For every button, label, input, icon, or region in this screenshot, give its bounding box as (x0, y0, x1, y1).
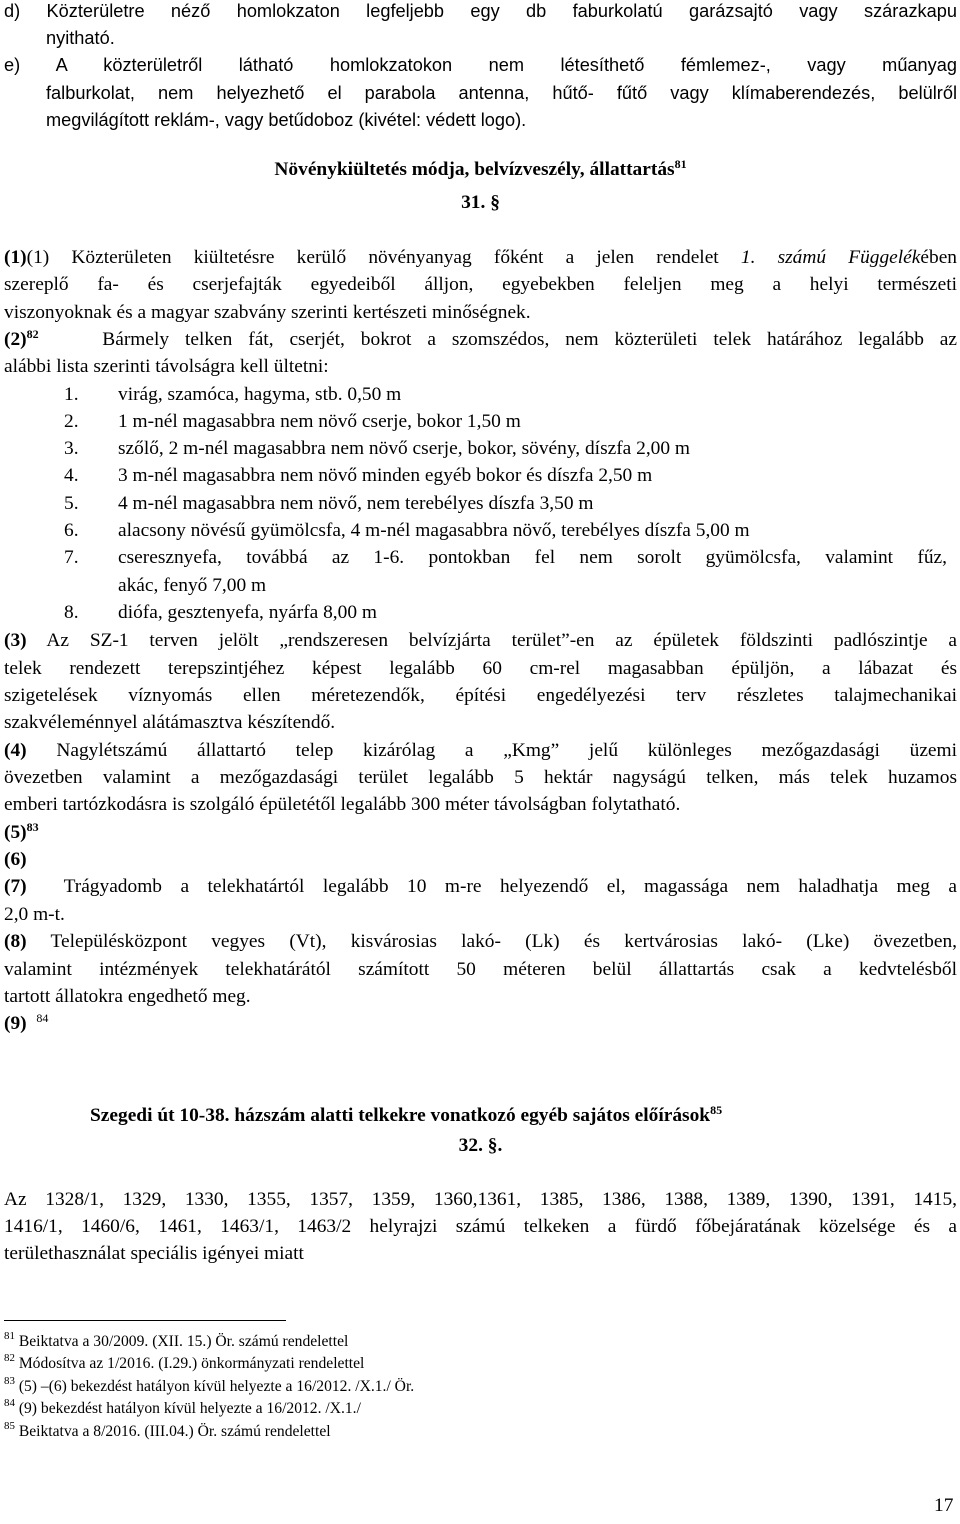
item-e-line-3: megvilágított reklám-, vagy betűdoboz (kivétel: védett logo). (46, 110, 527, 130)
section-32-title (90, 1103, 723, 1126)
list-text: diófa, gesztenyefa, nyárfa 8,00 m (118, 602, 377, 623)
footnote-85 (4, 1420, 331, 1440)
list-text: alacsony növésű gyümölcsfa, 4 m-nél magasabbra növő, terebélyes díszfa 5,00 m (118, 520, 750, 541)
paragraph-1-line-3: viszonyoknak és a magyar szabvány szerinti kertészeti minőségnek. (4, 302, 531, 323)
paragraph-5 (4, 820, 39, 843)
footnote-number: 82 (4, 1352, 15, 1365)
footnote-ref-81[interactable]: 81 (674, 157, 687, 172)
appendix-reference: 1. számú Függelék (740, 247, 921, 268)
list-item (4, 385, 401, 404)
paragraph-3-label: (3) (4, 630, 27, 651)
list-number: 2. (64, 411, 79, 432)
footnote-number: 85 (4, 1420, 15, 1433)
list-item (4, 521, 750, 540)
item-e-line-2: falburkolat, nem helyezhető el parabola antenna, hűtő- fűtő vagy klímaberendezés, belülről (46, 83, 957, 103)
paragraph-3-line-3: szigetelések víznyomás ellen méretezendők, építési engedélyezési terv részletes talajmechanikai (4, 685, 957, 706)
paragraph-4-line-3: emberi tartózkodásra is szolgáló épületétől legalább 300 méter távolságban folytatható. (4, 794, 681, 815)
section-32-line-1: Az 1328/1, 1329, 1330, 1355, 1357, 1359, 1360,1361, 1385, 1386, 1388, 1389, 1390, 1391, 1415, (4, 1189, 957, 1210)
section-32-title-text: Szegedi út 10-38. házszám alatti telkekre vonatkozó egyéb sajátos előírások (90, 1105, 711, 1126)
paragraph-3-line-1 (4, 631, 957, 650)
page-number: 17 (934, 1495, 954, 1516)
footnote-text: (9) bekezdést hatályon kívül helyezte a 16/2012. /X.1./ (18, 1400, 361, 1417)
paragraph-2-line-2: alábbi lista szerinti távolságra kell ültetni: (4, 356, 329, 377)
list-number: 7. (64, 547, 79, 568)
paragraph-4-line-2: övezetben valamint a mezőgazdasági terület legalább 5 hektár nagyságú telken, más telek huzamos (4, 767, 957, 788)
paragraph-2-line-1 (4, 327, 958, 350)
footnote-number: 84 (4, 1397, 15, 1410)
paragraph-4-text: Nagylétszámú állattartó telep kizárólag a „Kmg” jelű különleges mezőgazdasági üzemi (56, 740, 957, 761)
footnote-84 (4, 1397, 361, 1417)
paragraph-3-line-4: szakvéleménnyel alátámasztva készítendő. (4, 712, 336, 733)
list-number: 4. (64, 465, 79, 486)
paragraph-4-label: (4) (4, 740, 27, 761)
paragraph-1-line-1 (4, 248, 957, 267)
section-31-title (4, 157, 957, 180)
item-d-line-1: d) Közterületre néző homlokzaton legfeljebb egy db faburkolatú garázsajtó vagy szárazkapu (4, 1, 957, 21)
section-32-line-2: 1416/1, 1460/6, 1461, 1463/1, 1463/2 helyrajzi számú telkeken a fürdő főbejáratának közelsége és a (4, 1216, 957, 1237)
footnote-number: 83 (4, 1375, 15, 1388)
list-text: 4 m-nél magasabbra nem növő, nem terebélyes díszfa 3,50 m (118, 493, 594, 514)
footnote-ref-82[interactable]: 82 (26, 327, 39, 342)
paragraph-3-line-2: telek rendezett terepszintjéhez képest legalább 60 cm-rel magasabban épüljön, a lábazat és (4, 658, 957, 679)
paragraph-2-label: (2) (4, 329, 27, 350)
list-number: 1. (64, 384, 79, 405)
list-item (4, 548, 957, 567)
footnote-text: Beiktatva a 8/2016. (III.04.) Ör. számú rendelettel (18, 1423, 331, 1440)
footnote-ref-83[interactable]: 83 (26, 820, 39, 835)
paragraph-1-text-a: (1) Közterületen kiültetésre kerülő növényanyag főként a jelen rendelet (26, 247, 741, 268)
footnote-ref-84[interactable]: 84 (36, 1011, 49, 1026)
list-text: cseresznyefa, továbbá az 1-6. pontokban fel nem sorolt gyümölcsfa, valamint fűz, (118, 547, 947, 568)
footnote-text: (5) –(6) bekezdést hatályon kívül helyezte a 16/2012. /X.1./ Ör. (18, 1378, 415, 1395)
footnote-82 (4, 1352, 365, 1372)
footnote-text: Beiktatva a 30/2009. (XII. 15.) Ör. számú rendelettel (18, 1333, 349, 1350)
section-31-title-text: Növénykiültetés módja, belvízveszély, állattartás (274, 159, 675, 180)
list-item (4, 412, 521, 431)
paragraph-2-text: Bármely telken fát, cserjét, bokrot a szomszédos, nem közterületi telek határához legalább az (102, 329, 958, 350)
section-32-number: 32. §. (458, 1135, 503, 1156)
list-item (4, 494, 593, 513)
paragraph-3-text: Az SZ-1 terven jelölt „rendszeresen belvízjárta terület”-en az épületek földszinti padlószintje a (46, 630, 958, 651)
paragraph-7-line-1 (4, 877, 957, 896)
list-number: 8. (64, 602, 79, 623)
list-number: 5. (64, 493, 79, 514)
list-text: 3 m-nél magasabbra nem növő minden egyéb bokor és díszfa 2,50 m (118, 465, 653, 486)
list-text: 1 m-nél magasabbra nem növő cserje, bokor 1,50 m (118, 411, 521, 432)
list-item (4, 439, 690, 458)
paragraph-4-line-1 (4, 741, 957, 760)
list-number: 3. (64, 438, 79, 459)
footnote-text: Módosítva az 1/2016. (I.29.) önkormányzati rendelettel (18, 1355, 365, 1372)
paragraph-8-text: Településközpont vegyes (Vt), kisvárosias lakó- (Lk) és kertvárosias lakó- (Lke) övezetben, (50, 931, 957, 952)
paragraph-9 (4, 1011, 49, 1034)
paragraph-8-line-2: valamint intézmények telekhatárától számított 50 méteren belül állattartás csak a kedvtelésből (4, 959, 957, 980)
list-number: 6. (64, 520, 79, 541)
footnote-separator (4, 1320, 286, 1321)
paragraph-9-label: (9) (4, 1013, 27, 1034)
item-e-line-1: e) A közterületről látható homlokzatokon nem létesíthető fémlemez-, vagy műanyag (4, 55, 957, 75)
paragraph-6-label: (6) (4, 849, 27, 870)
list-item (4, 576, 266, 595)
paragraph-7-label: (7) (4, 876, 27, 897)
paragraph-1-text-c: ében (920, 247, 957, 268)
section-31-number: 31. § (461, 192, 500, 213)
footnote-83 (4, 1375, 415, 1395)
paragraph-7-text: Trágyadomb a telekhatártól legalább 10 m-re helyezendő el, magassága nem haladhatja meg a (63, 876, 957, 897)
footnote-ref-85[interactable]: 85 (710, 1103, 723, 1118)
list-item (4, 603, 377, 622)
paragraph-1-label: (1) (4, 247, 27, 268)
list-text: szőlő, 2 m-nél magasabbra nem növő cserje, bokor, sövény, díszfa 2,00 m (118, 438, 690, 459)
paragraph-5-label: (5) (4, 822, 27, 843)
footnote-number: 81 (4, 1330, 15, 1343)
list-item (4, 466, 652, 485)
footnote-81 (4, 1330, 349, 1350)
list-text: akác, fenyő 7,00 m (118, 575, 267, 596)
paragraph-8-line-3: tartott állatokra engedhető meg. (4, 986, 251, 1007)
section-32-line-3: területhasználat speciális igényei miatt (4, 1243, 304, 1264)
paragraph-8-line-1 (4, 932, 957, 951)
paragraph-8-label: (8) (4, 931, 27, 952)
list-text: virág, szamóca, hagyma, stb. 0,50 m (118, 384, 402, 405)
paragraph-7-line-2: 2,0 m-t. (4, 904, 65, 925)
paragraph-1-line-2: szereplő fa- és cserjefajták egyedeiből álljon, egyebekben feleljen meg a helyi természeti (4, 274, 957, 295)
item-d-line-2: nyitható. (46, 28, 115, 48)
